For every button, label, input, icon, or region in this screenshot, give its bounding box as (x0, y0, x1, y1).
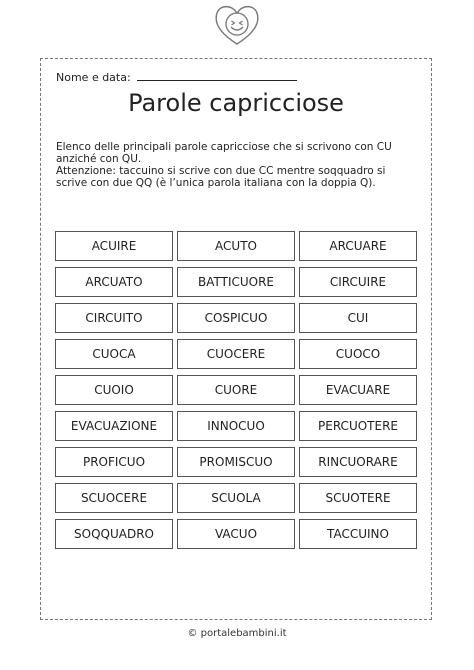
word-cell: ACUIRE (55, 231, 173, 261)
word-cell: TACCUINO (299, 519, 417, 549)
footer-credit: © portalebambini.it (187, 628, 287, 639)
intro-paragraph-2: Attenzione: taccuino si scrive con due CC mentre soqquadro si scrive con due QQ (è l’unica parola italiana con la doppia Q). (56, 165, 386, 189)
word-cell: ARCUATO (55, 267, 173, 297)
word-cell: SOQQUADRO (55, 519, 173, 549)
word-cell: SCUOLA (177, 483, 295, 513)
word-cell: CUI (299, 303, 417, 333)
word-cell: INNOCUO (177, 411, 295, 441)
word-cell: ACUTO (177, 231, 295, 261)
name-date-blank (137, 69, 297, 81)
word-cell: CUOCO (299, 339, 417, 369)
word-grid (55, 231, 417, 549)
word-cell: ARCUARE (299, 231, 417, 261)
word-cell: CIRCUIRE (299, 267, 417, 297)
word-cell: SCUOCERE (55, 483, 173, 513)
word-cell: RINCUORARE (299, 447, 417, 477)
word-cell: BATTICUORE (177, 267, 295, 297)
word-cell: CUORE (177, 375, 295, 405)
page-title: Parole capricciose (128, 89, 344, 117)
word-cell: CUOIO (55, 375, 173, 405)
word-cell: CUOCERE (177, 339, 295, 369)
word-cell: PERCUOTERE (299, 411, 417, 441)
word-cell: CIRCUITO (55, 303, 173, 333)
word-cell: PROFICUO (55, 447, 173, 477)
word-cell: PROMISCUO (177, 447, 295, 477)
intro-text (56, 141, 416, 189)
word-cell: CUOCA (55, 339, 173, 369)
intro-paragraph-1: Elenco delle principali parole capricciose che si scrivono con CU anziché con QU. (56, 141, 392, 165)
word-cell: EVACUAZIONE (55, 411, 173, 441)
word-cell: EVACUARE (299, 375, 417, 405)
word-cell: SCUOTERE (299, 483, 417, 513)
word-cell: COSPICUO (177, 303, 295, 333)
name-date-line (56, 69, 297, 84)
name-date-label: Nome e data: (56, 71, 131, 84)
worksheet-frame (40, 58, 432, 620)
heart-smiley-icon (212, 2, 262, 48)
word-cell: VACUO (177, 519, 295, 549)
